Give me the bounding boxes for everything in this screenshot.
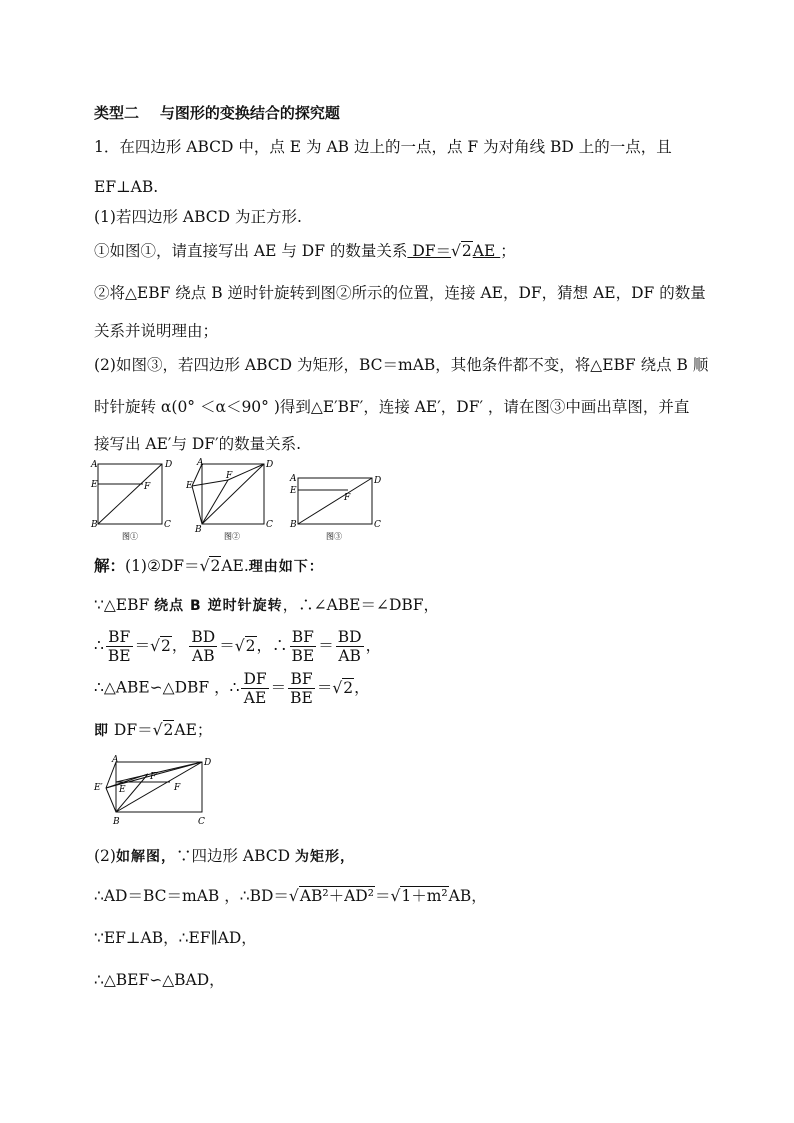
fig3-label-c: C (374, 520, 381, 530)
problem-line-2: EF⊥AB. (94, 178, 159, 196)
question-2-line-1: ②将△EBF 绕点 B 逆时针旋转到图②所示的位置，连接 AE，DF，猜想 AE，DF 的数量 (94, 284, 706, 302)
solution-line-9: ∴△BEF∽△BAD， (94, 971, 225, 989)
question-1-answer: DF＝√2AE (407, 242, 501, 260)
fig2-label-d: D (266, 460, 274, 470)
solfig-label-c: C (198, 817, 205, 827)
fig2-label-f: F (226, 471, 233, 481)
fig3-label-f: F (344, 493, 351, 503)
solution-line-3: ∴ $\frac{BF}{BE}$ ＝√2， $\frac{BD}{AB}$ ＝√2，∴ $\frac{BF}{BE}$ ＝ $\frac{BD}{AB}$ ， (94, 628, 382, 665)
fig3-label-e: E (290, 486, 297, 496)
fig3-label-d: D (374, 476, 382, 486)
solfig-label-b: B (113, 817, 120, 827)
section-tag: 类型二 (94, 104, 140, 122)
solution-figure (88, 752, 214, 830)
section-heading (94, 103, 340, 123)
solfig-label-e: E (119, 785, 126, 795)
fig1-label-d: D (165, 460, 173, 470)
solfig-label-d: D (204, 758, 212, 768)
solfig-label-a: A (112, 755, 119, 765)
solfig-label-fprime: F′ (150, 772, 159, 782)
fig1-label-f: F (144, 482, 151, 492)
solfig-label-eprime: E′ (94, 783, 103, 793)
solution-line-6: (2)如解图，∵四边形 ABCD 为矩形， (94, 847, 355, 865)
solution-line-2: ∵△EBF 绕点 B 逆时针旋转，∴∠ABE＝∠DBF， (94, 596, 440, 614)
fig1-label-c: C (164, 520, 171, 530)
solution-line-4: ∴△ABE∽△DBF ，∴ $\frac{DF}{AE}$ ＝ $\frac{BF}{BE}$ ＝√2， (94, 670, 370, 707)
fig1-label-b: B (91, 520, 98, 530)
solution-line-8: ∵EF⊥AB，∴EF∥AD， (94, 929, 257, 947)
part-2-line-2: 时针旋转 α(0° ＜α＜90° )得到△E′BF′，连接 AE′，DF′ ，请在图③中画出草图，并直 (94, 398, 690, 416)
solution-label: 解： (94, 557, 126, 575)
fig1-label-e: E (91, 480, 98, 490)
fig3-label-b: B (290, 520, 297, 530)
fig1-caption: 图① (122, 532, 138, 541)
solfig-label-f: F (174, 783, 181, 793)
solution-line-5: 即 DF＝√2AE； (94, 721, 213, 739)
section-title: 与图形的变换结合的探究题 (159, 104, 340, 122)
figure-1 (88, 456, 178, 542)
solution-line-1: 解：(1)②DF＝√2AE.理由如下： (94, 557, 324, 575)
problem-line-1: 1．在四边形 ABCD 中，点 E 为 AB 边上的一点，点 F 为对角线 BD 上的一点，且 (94, 138, 672, 156)
part-2-line-1: (2)如图③，若四边形 ABCD 为矩形，BC＝mAB，其他条件都不变，将△EBF 绕点 B 顺 (94, 356, 709, 374)
fig3-caption: 图③ (326, 532, 342, 541)
figure-2 (186, 456, 282, 542)
question-2-line-2: 关系并说明理由； (94, 322, 219, 340)
question-1: ①如图①，请直接写出 AE 与 DF 的数量关系 DF＝√2AE ； (94, 242, 516, 260)
fig1-label-a: A (91, 460, 98, 470)
fig2-label-b: B (195, 525, 202, 535)
fig2-caption: 图② (224, 532, 240, 541)
problem-part-1: (1)若四边形 ABCD 为正方形. (94, 208, 302, 226)
solution-line-7: ∴AD＝BC＝mAB ，∴BD＝√AB²＋AD²＝√1＋m²AB， (94, 887, 487, 905)
fig3-label-a: A (290, 474, 297, 484)
question-1-text: ①如图①，请直接写出 AE 与 DF 的数量关系 (94, 242, 408, 260)
fig2-label-c: C (266, 520, 273, 530)
part-2-line-3: 接写出 AE′与 DF′的数量关系. (94, 435, 302, 453)
fig2-label-a: A (197, 458, 204, 468)
fig2-label-e: E (186, 481, 193, 491)
figure-3 (286, 470, 382, 542)
